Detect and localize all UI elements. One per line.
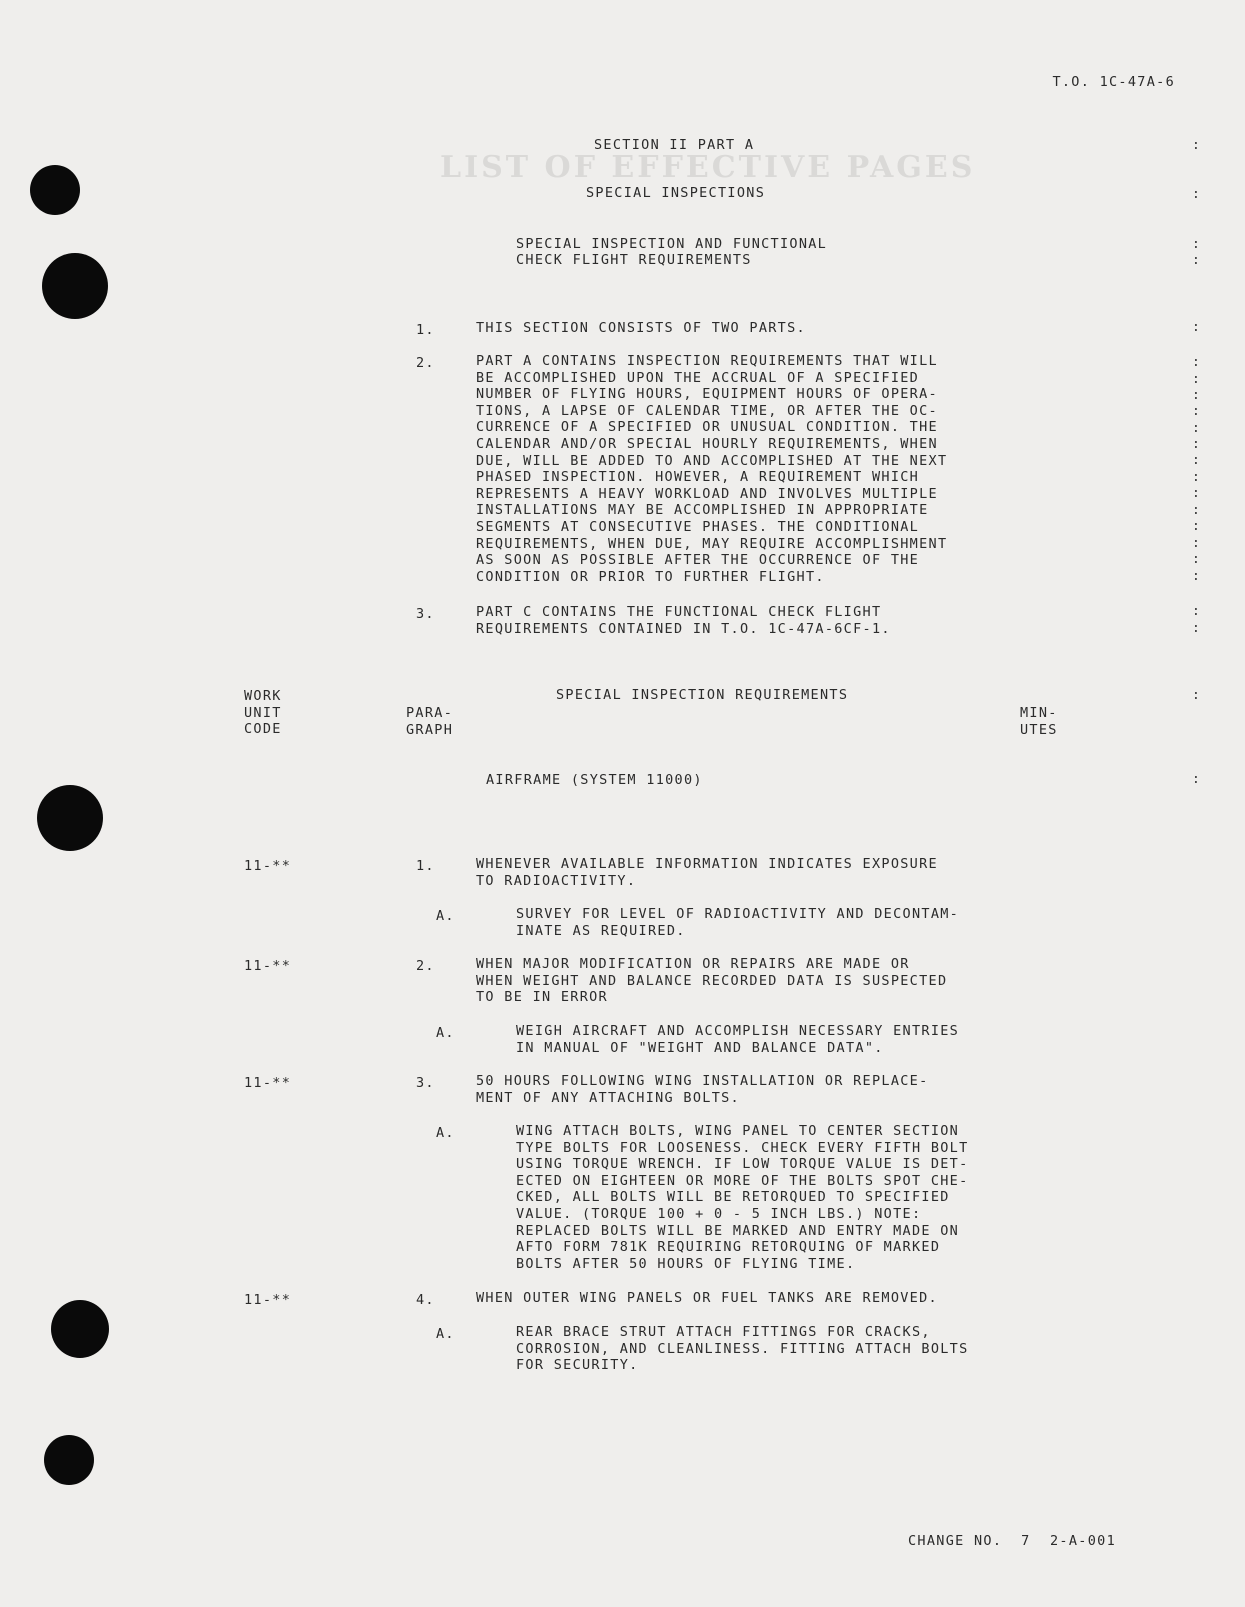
change-marker: :: [1192, 355, 1200, 370]
section-title: SECTION II PART A: [594, 137, 755, 153]
change-marker: :: [1192, 536, 1200, 551]
binder-hole-5: [44, 1435, 94, 1485]
item-3a-text: WING ATTACH BOLTS, WING PANEL TO CENTER SECTION TYPE BOLTS FOR LOOSENESS. CHECK EVERY FIFTH BOLT USING TORQUE WRENCH. IF LOW TORQUE VALUE IS DET- ECTED ON EIGHTEEN OR MORE OF THE BOLTS SPOT CHE- CKED, ALL BOLTS WILL BE RETORQUED TO SPECIFIED VALUE. (TORQUE 100 + 0 - 5 INCH LBS.) NOTE: REPLACED BOLTS WILL BE MARKED AND ENTRY MADE ON AFTO FORM 781K REQUIRING RETORQUING OF MARKED BOLTS AFTER 50 HOURS OF FLYING TIME.: [516, 1123, 969, 1272]
change-marker: :: [1192, 138, 1200, 153]
intro-num-1: 1.: [416, 322, 435, 338]
binder-hole-3: [37, 785, 103, 851]
intro-text-3: PART C CONTAINS THE FUNCTIONAL CHECK FLIGHT REQUIREMENTS CONTAINED IN T.O. 1C-47A-6CF-1.: [476, 604, 891, 637]
change-marker: :: [1192, 486, 1200, 501]
change-marker: :: [1192, 237, 1200, 252]
change-marker: :: [1192, 519, 1200, 534]
binder-hole-4: [51, 1300, 109, 1358]
binder-hole-2: [42, 253, 108, 319]
item-4-code: 11-**: [244, 1292, 292, 1308]
item-3-code: 11-**: [244, 1075, 292, 1091]
change-marker: :: [1192, 187, 1200, 202]
change-marker: :: [1192, 253, 1200, 268]
section-heading-line-1: SPECIAL INSPECTION AND FUNCTIONAL: [516, 236, 828, 252]
change-marker: :: [1192, 372, 1200, 387]
item-3-num: 3.: [416, 1075, 435, 1091]
change-marker: :: [1192, 404, 1200, 419]
change-marker: :: [1192, 421, 1200, 436]
change-marker: :: [1192, 604, 1200, 619]
change-marker: :: [1192, 621, 1200, 636]
item-4a-num: A.: [436, 1326, 455, 1342]
change-marker: :: [1192, 569, 1200, 584]
page-number: 2-A-001: [1050, 1533, 1116, 1549]
change-marker: :: [1192, 503, 1200, 518]
doc-number: T.O. 1C-47A-6: [1052, 74, 1175, 90]
section-subtitle: SPECIAL INSPECTIONS: [586, 185, 766, 201]
system-heading: AIRFRAME (SYSTEM 11000): [486, 772, 703, 788]
item-4-num: 4.: [416, 1292, 435, 1308]
col-header-minutes: MIN- UTES: [1020, 705, 1058, 738]
item-4-text: WHEN OUTER WING PANELS OR FUEL TANKS ARE REMOVED.: [476, 1290, 938, 1306]
change-marker: :: [1192, 320, 1200, 335]
item-1-num: 1.: [416, 858, 435, 874]
intro-text-1: THIS SECTION CONSISTS OF TWO PARTS.: [476, 320, 806, 336]
item-2-num: 2.: [416, 958, 435, 974]
change-marker: :: [1192, 437, 1200, 452]
change-marker: :: [1192, 453, 1200, 468]
col-header-work-unit-code: WORK UNIT CODE: [244, 688, 282, 738]
col-header-paragraph: PARA- GRAPH: [406, 705, 454, 738]
section-heading-line-2: CHECK FLIGHT REQUIREMENTS: [516, 252, 752, 268]
intro-text-2: PART A CONTAINS INSPECTION REQUIREMENTS THAT WILL BE ACCOMPLISHED UPON THE ACCRUAL OF A SPECIFIED NUMBER OF FLYING HOURS, EQUIPMENT HOURS OF OPERA- TIONS, A LAPSE OF CALENDAR TIME, OR AFTER THE OC- CURRENCE OF A SPECIFIED OR UNUSUAL CONDITION. THE CALENDAR AND/OR SPECIAL HOURLY REQUIREMENTS, WHEN DUE, WILL BE ADDED TO AND ACCOMPLISHED AT THE NEXT PHASED INSPECTION. HOWEVER, A REQUIREMENT WHICH REPRESENTS A HEAVY WORKLOAD AND INVOLVES MULTIPLE INSTALLATIONS MAY BE ACCOMPLISHED IN APPROPRIATE SEGMENTS AT CONSECUTIVE PHASES. THE CONDITIONAL REQUIREMENTS, WHEN DUE, MAY REQUIRE ACCOMPLISHMENT AS SOON AS POSSIBLE AFTER THE OCCURRENCE OF THE CONDITION OR PRIOR TO FURTHER FLIGHT.: [476, 353, 948, 585]
bleed-through-text: LIST OF EFFECTIVE PAGES: [440, 150, 976, 185]
item-2-code: 11-**: [244, 958, 292, 974]
change-marker: :: [1192, 388, 1200, 403]
intro-num-3: 3.: [416, 606, 435, 622]
item-1a-text: SURVEY FOR LEVEL OF RADIOACTIVITY AND DECONTAM- INATE AS REQUIRED.: [516, 906, 960, 939]
item-4a-text: REAR BRACE STRUT ATTACH FITTINGS FOR CRACKS, CORROSION, AND CLEANLINESS. FITTING ATTACH BOLTS FOR SECURITY.: [516, 1324, 969, 1374]
item-2a-text: WEIGH AIRCRAFT AND ACCOMPLISH NECESSARY ENTRIES IN MANUAL OF "WEIGHT AND BALANCE DATA".: [516, 1023, 960, 1056]
item-1-text: WHENEVER AVAILABLE INFORMATION INDICATES EXPOSURE TO RADIOACTIVITY.: [476, 856, 938, 889]
change-marker: :: [1192, 470, 1200, 485]
change-marker: :: [1192, 688, 1200, 703]
change-marker: :: [1192, 772, 1200, 787]
change-number: CHANGE NO. 7: [908, 1533, 1031, 1549]
table-title: SPECIAL INSPECTION REQUIREMENTS: [556, 687, 849, 703]
item-2a-num: A.: [436, 1025, 455, 1041]
binder-hole-1: [30, 165, 80, 215]
item-1a-num: A.: [436, 908, 455, 924]
item-1-code: 11-**: [244, 858, 292, 874]
change-marker: :: [1192, 552, 1200, 567]
item-3-text: 50 HOURS FOLLOWING WING INSTALLATION OR REPLACE- MENT OF ANY ATTACHING BOLTS.: [476, 1073, 929, 1106]
item-2-text: WHEN MAJOR MODIFICATION OR REPAIRS ARE MADE OR WHEN WEIGHT AND BALANCE RECORDED DATA IS SUSPECTED TO BE IN ERROR: [476, 956, 948, 1006]
intro-num-2: 2.: [416, 355, 435, 371]
item-3a-num: A.: [436, 1125, 455, 1141]
